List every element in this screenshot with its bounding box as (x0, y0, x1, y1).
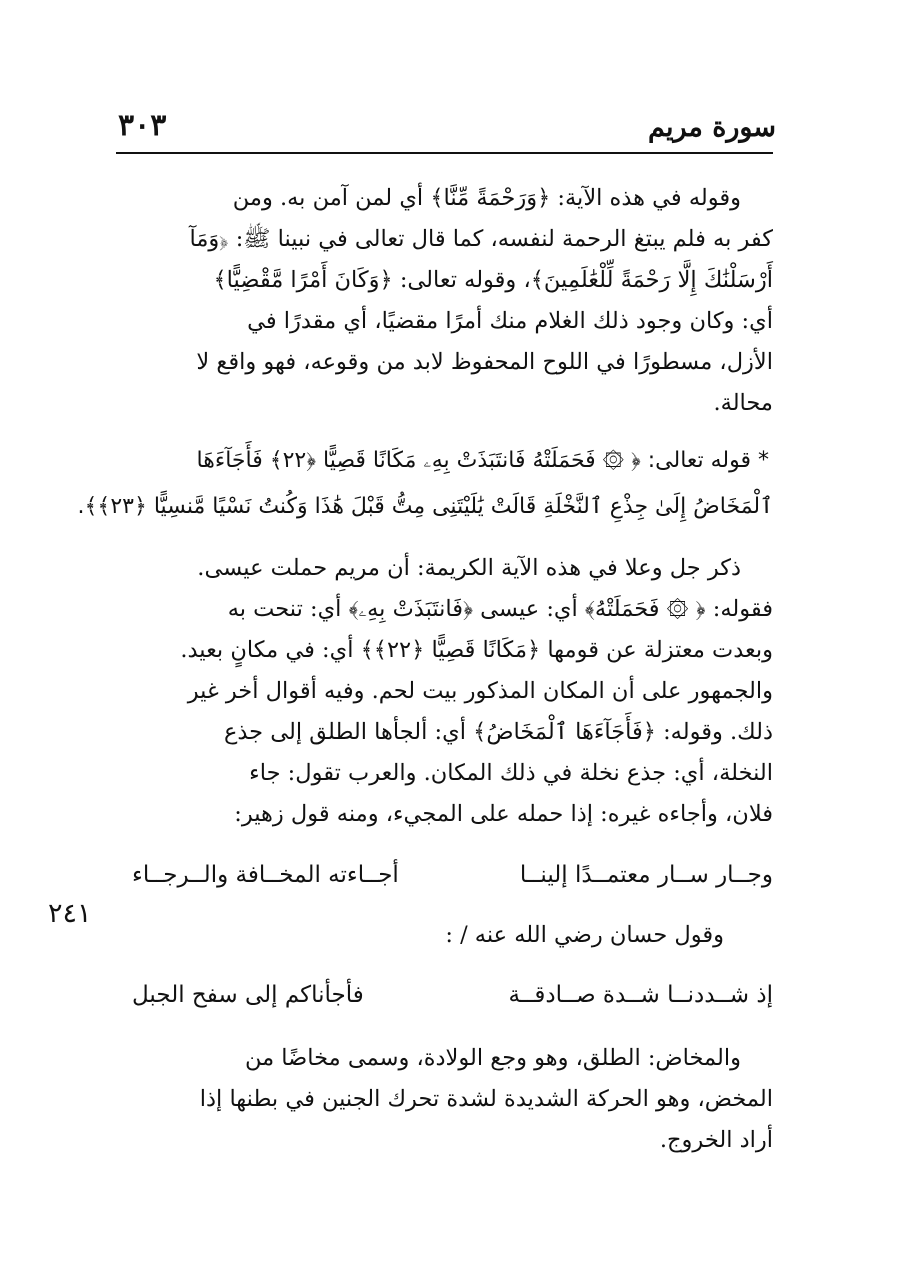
poem-second-hemistich: أجــاءته المخــافة والــرجــاء (132, 862, 399, 888)
poem-second-hemistich: فأجأناكم إلى سفح الجبل (132, 982, 364, 1008)
text-line: والجمهور على أن المكان المذكور بيت لحم. وفيه أقوال أخر غير (187, 678, 773, 704)
text-line: أي: وكان وجود ذلك الغلام منك أمرًا مقضيًا، أي مقدرًا في (247, 308, 773, 334)
verse-line: ٱلْمَخَاضُ إِلَىٰ جِذْعِ ٱلنَّخْلَةِ قَالَتْ يَٰلَيْتَنِى مِتُّ قَبْلَ هَٰذَا وَكُنتُ نَسْيًا مَّنسِيًّا ﴿٢٣﴾﴾. (77, 494, 773, 519)
text-line: وبعدت معتزلة عن قومها ﴿مَكَانًا قَصِيًّا ﴿٢٢﴾﴾ أي: في مكانٍ بعيد. (180, 637, 773, 663)
margin-page-reference: ٢٤١ (48, 898, 92, 929)
quran-verse-block (77, 438, 773, 530)
text-line: محالة. (713, 390, 773, 416)
text-line: وقوله في هذه الآية: ﴿وَرَحْمَةً مِّنَّا﴾ أي لمن آمن به. ومن (232, 185, 741, 211)
text-line: الأزل، مسطورًا في اللوح المحفوظ لابد من وقوعه، فهو واقع لا (196, 349, 773, 375)
header-divider (116, 152, 773, 154)
text-line: أَرْسَلْنَٰكَ إِلَّا رَحْمَةً لِّلْعَٰلَمِينَ﴾، وقوله تعالى: ﴿وَكَانَ أَمْرًا مَّقْضِيًّا﴾ (213, 267, 773, 293)
text-line: المخض، وهو الحركة الشديدة لشدة تحرك الجنين في بطنها إذا (199, 1086, 773, 1112)
poem-first-hemistich: وجــار ســار معتمــدًا إلينــا (519, 862, 773, 888)
text-line: فلان، وأجاءه غيره: إذا حمله على المجيء، ومنه قول زهير: (234, 801, 773, 827)
text-line: ذكر جل وعلا في هذه الآية الكريمة: أن مريم حملت عيسى. (197, 555, 741, 581)
commentary-paragraph-2 (118, 548, 773, 835)
text-line: كفر به فلم يبتغ الرحمة لنفسه، كما قال تعالى في نبينا ﷺ: ﴿وَمَآ (189, 226, 773, 252)
page-number: ٣٠٣ (118, 108, 167, 143)
text-line: ذلك. وقوله: ﴿فَأَجَآءَهَا ٱلْمَخَاضُ﴾ أي: ألجأها الطلق إلى جذع (223, 719, 773, 745)
text-line: فقوله: ﴿ ۞ فَحَمَلَتْهُ﴾ أي: عيسى ﴿فَانتَبَذَتْ بِهِۦ﴾ أي: تنحت به (227, 596, 773, 622)
attribution-line: وقول حسان رضي الله عنه / : (445, 922, 724, 948)
running-header-surah-title: سورة مريم (648, 112, 776, 143)
commentary-paragraph-3 (118, 1038, 773, 1161)
commentary-paragraph-1 (118, 178, 773, 424)
text-line: النخلة، أي: جذع نخلة في ذلك المكان. والعرب تقول: جاء (249, 760, 773, 786)
verse-line: * قوله تعالى: ﴿ ۞ فَحَمَلَتْهُ فَانتَبَذَتْ بِهِۦ مَكَانًا قَصِيًّا ﴿٢٢﴾ فَأَجَآءَهَا (196, 448, 769, 473)
text-line: والمخاض: الطلق، وهو وجع الولادة، وسمى مخاضًا من (244, 1045, 741, 1071)
poem-first-hemistich: إذ شــددنــا شــدة صــادقــة (508, 982, 773, 1008)
text-line: أراد الخروج. (659, 1127, 773, 1153)
